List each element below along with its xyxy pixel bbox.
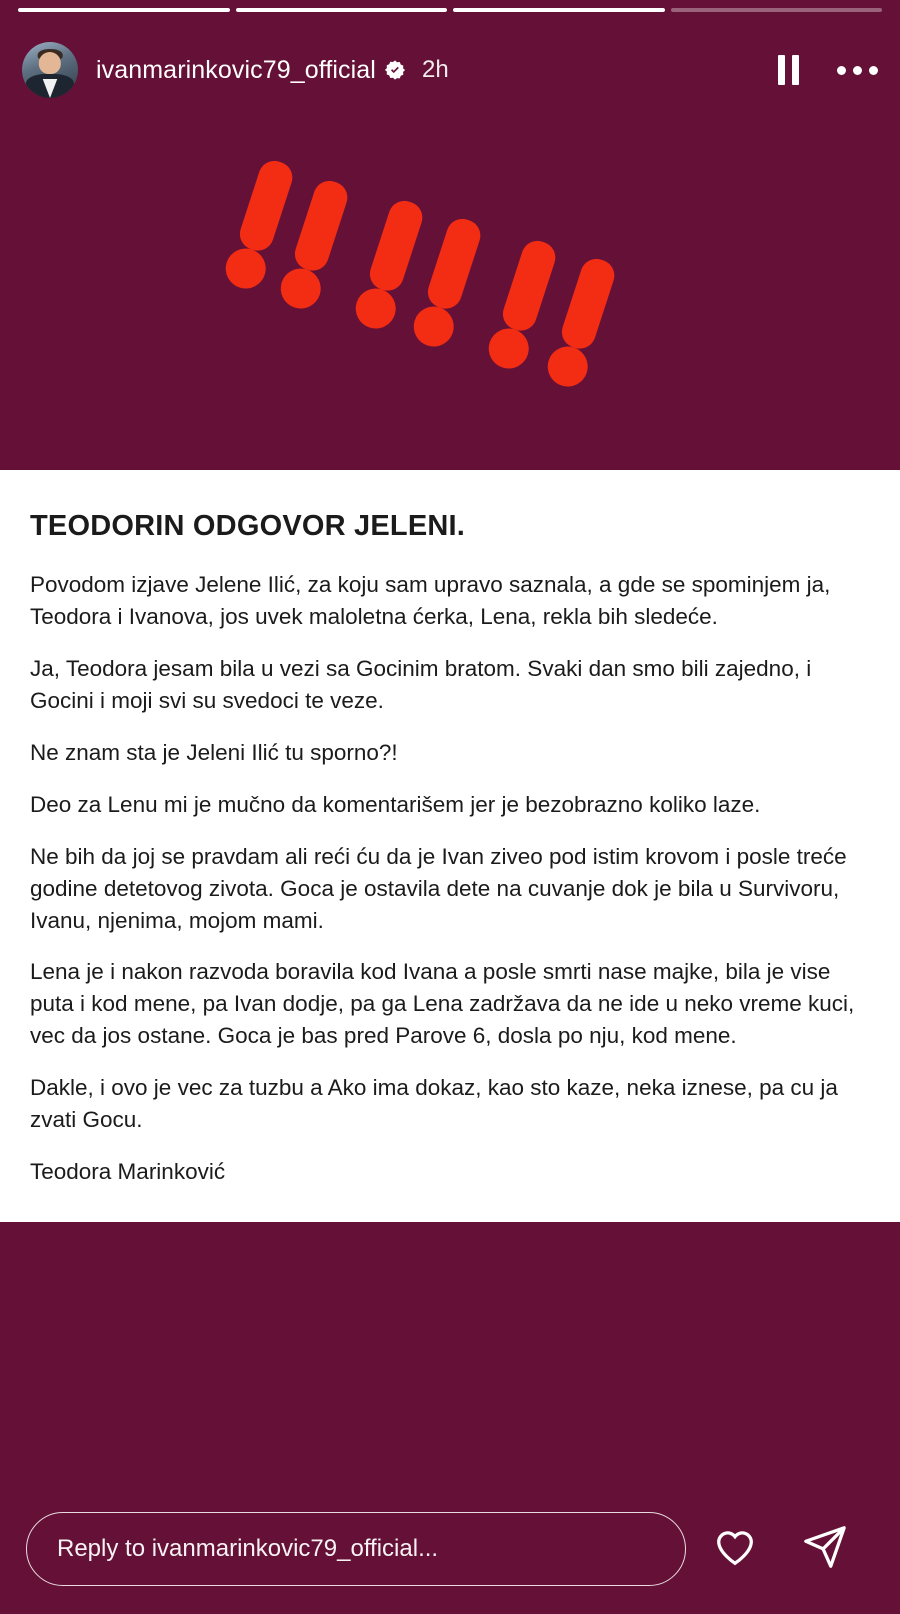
heart-icon[interactable] [712,1524,758,1575]
send-icon[interactable] [802,1524,848,1575]
card-paragraph: Ne znam sta je Jeleni Ilić tu sporno?! [30,739,398,765]
story-progress-segment-3[interactable] [453,8,665,12]
story-header [0,38,900,102]
card-paragraph: Ja, Teodora jesam bila u vezi sa Gocinim bratom. Svaki dan smo bili zajedno, i Gocini i moji svi su svedoci te veze. [30,655,812,713]
card-paragraph: Ne bih da joj se pravdam ali reći ću da je Ivan ziveo pod istim krovom i posle treće godine detetovog zivota. Goca je ostavila dete na cuvanje dok je bila u Survivoru, Ivanu, njenima, mojom mami. [30,843,847,933]
card-paragraph: Lena je i nakon razvoda boravila kod Ivana a posle smrti nase majke, bila je vise puta i kod mene, pa Ivan dodje, pa ga Lena zadržava da ne ide u neko vreme kuci, vec da jos ostane. Goca je bas pred Parove 6, dosla po nju, kod mene. [30,959,855,1049]
story-progress-segment-1[interactable] [18,8,230,12]
story-progress-segment-2[interactable] [236,8,448,12]
more-options-icon[interactable] [837,66,878,75]
exclamation-marks-emoji [0,80,900,470]
card-paragraph: Povodom izjave Jelene Ilić, za koju sam upravo saznala, a gde se spominjem ja, Teodora i Ivanova, jos uvek maloletna ćerka, Lena, rekla bih sledeće. [30,572,831,629]
card-paragraph: Dakle, i ovo je vec za tuzbu a Ako ima dokaz, kao sto kaze, neka iznese, pa cu ja zvati Gocu. [30,1075,838,1133]
story-header-actions [778,55,878,85]
reply-placeholder: Reply to ivanmarinkovic79_official... [57,1535,439,1562]
reply-input[interactable] [26,1512,686,1586]
story-timestamp: 2h [421,56,449,83]
username-label[interactable]: ivanmarinkovic79_official [96,55,376,84]
story-progress-segment-4[interactable] [671,8,883,12]
story-text-card [0,470,900,1222]
card-paragraph: Deo za Lenu mi je mučno da komentarišem jer je bezobrazno koliko laze. [30,791,761,817]
card-title: TEODORIN ODGOVOR JELENI. [30,510,466,542]
story-bottom-actions [712,1524,874,1575]
story-bottom-bar [0,1484,900,1614]
avatar[interactable] [22,42,78,98]
verified-badge-icon [384,59,406,81]
story-progress-bar [18,8,882,12]
pause-icon[interactable] [778,55,799,85]
card-signature: Teodora Marinković [30,1159,226,1185]
